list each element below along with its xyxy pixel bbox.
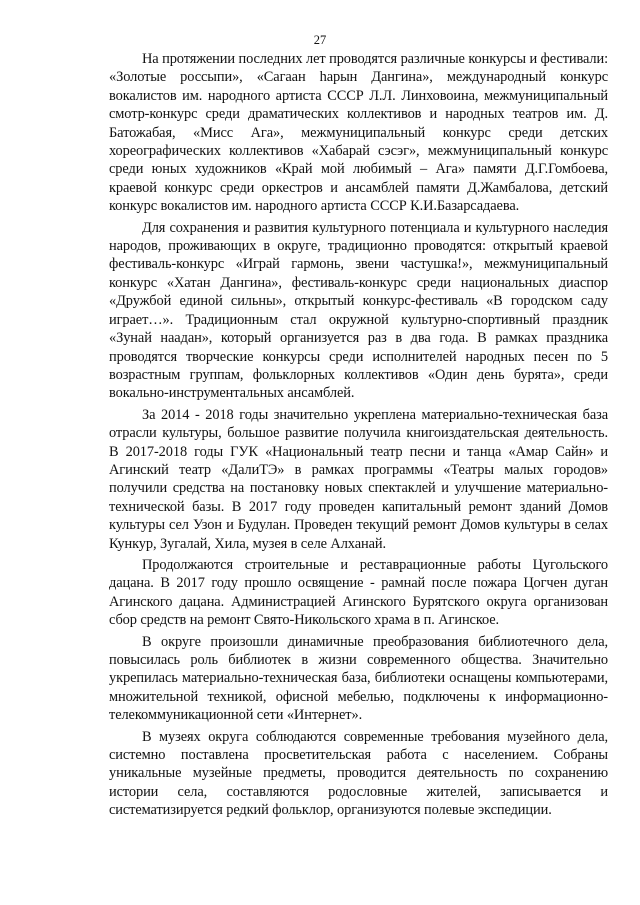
paragraph-cultural-heritage: Для сохранения и развития культурного потенциала и культурного наследия народов, проживающих в округе, традиционно проводятся: открытый краевой фестиваль-конкурс «Играй гармонь, звени частушка!», межмуниципальный конкурс «Хатан Дангина», фестиваль-конкурс среди национальных диаспор «Дружбой единой сильны», открытый конкурс-фестиваль «В городском саду играет…». Традиционным стал окружной культурно-спортивный праздник «Зунай наадан», который организуется раз в два года. В рамках праздника проводятся творческие конкурсы среди исполнителей народных песен по 5 возрастным группам, фольклорных коллективов «Один день бурята», среди вокально-инструментальных ансамблей. (109, 219, 608, 402)
paragraph-libraries: В округе произошли динамичные преобразования библиотечного дела, повысилась роль библиотек в жизни современного общества. Значительно укрепилась материально-техническая база, библиотеки оснащены компьютерами, множительной техникой, офисной мебелью, подключены к информационно-телекоммуникационной сети «Интернет». (109, 633, 608, 724)
paragraph-material-base: За 2014 - 2018 годы значительно укреплена материально-техническая база отрасли культуры, большое развитие получила книгоиздательская деятельность. В 2017-2018 годы ГУК «Национальный театр песни и танца «Амар Сайн» и Агинский театр «ДалиТЭ» в рамках программы «Театры малых городов» получили средства на постановку новых спектаклей и улучшение материально-технической базы. В 2017 году проведен капитальный ремонт зданий Домов культуры сел Узон и Будулан. Проведен текущий ремонт Домов культуры в селах Кункур, Зугалай, Хила, музея в селе Алханай. (109, 406, 608, 552)
document-body (109, 50, 608, 820)
page-number: 27 (313, 33, 327, 47)
paragraph-contests-festivals: На протяжении последних лет проводятся различные конкурсы и фестивали: «Золотые россыпи», «Сагаан hарын Дангина», международный конкурс вокалистов им. народного артиста СССР Л.Л. Линховоина, межмуниципальный смотр-конкурс среди драматических коллективов и народных театров им. Д. Батожабая, «Мисс Ага», межмуниципальный конкурс среди детских хореографических коллективов «Хабарай сэсэг», межмуниципальный конкурс среди юных художников «Край мой любимый – Ага» памяти Д.Г.Гомбоева, краевой конкурс среди оркестров и ансамблей памяти Д.Жамбалова, детский конкурс вокалистов им. народного артиста СССР К.И.Базарсадаева. (109, 51, 608, 215)
paragraph-restoration-works: Продолжаются строительные и реставрационные работы Цугольского дацана. В 2017 году прошло освящение - рамнай после пожара Цогчен дуган Агинского дацана. Администрацией Агинского Бурятского округа организован сбор средств на ремонт Свято-Никольского храма в п. Агинское. (109, 556, 608, 629)
paragraph-museums: В музеях округа соблюдаются современные требования музейного дела, системно поставлена просветительская работа с населением. Собраны уникальные музейные предметы, проводится деятельность по сохранению истории села, составляются родословные жителей, записывается и систематизируется редкий фольклор, организуются полевые экспедиции. (109, 728, 608, 819)
